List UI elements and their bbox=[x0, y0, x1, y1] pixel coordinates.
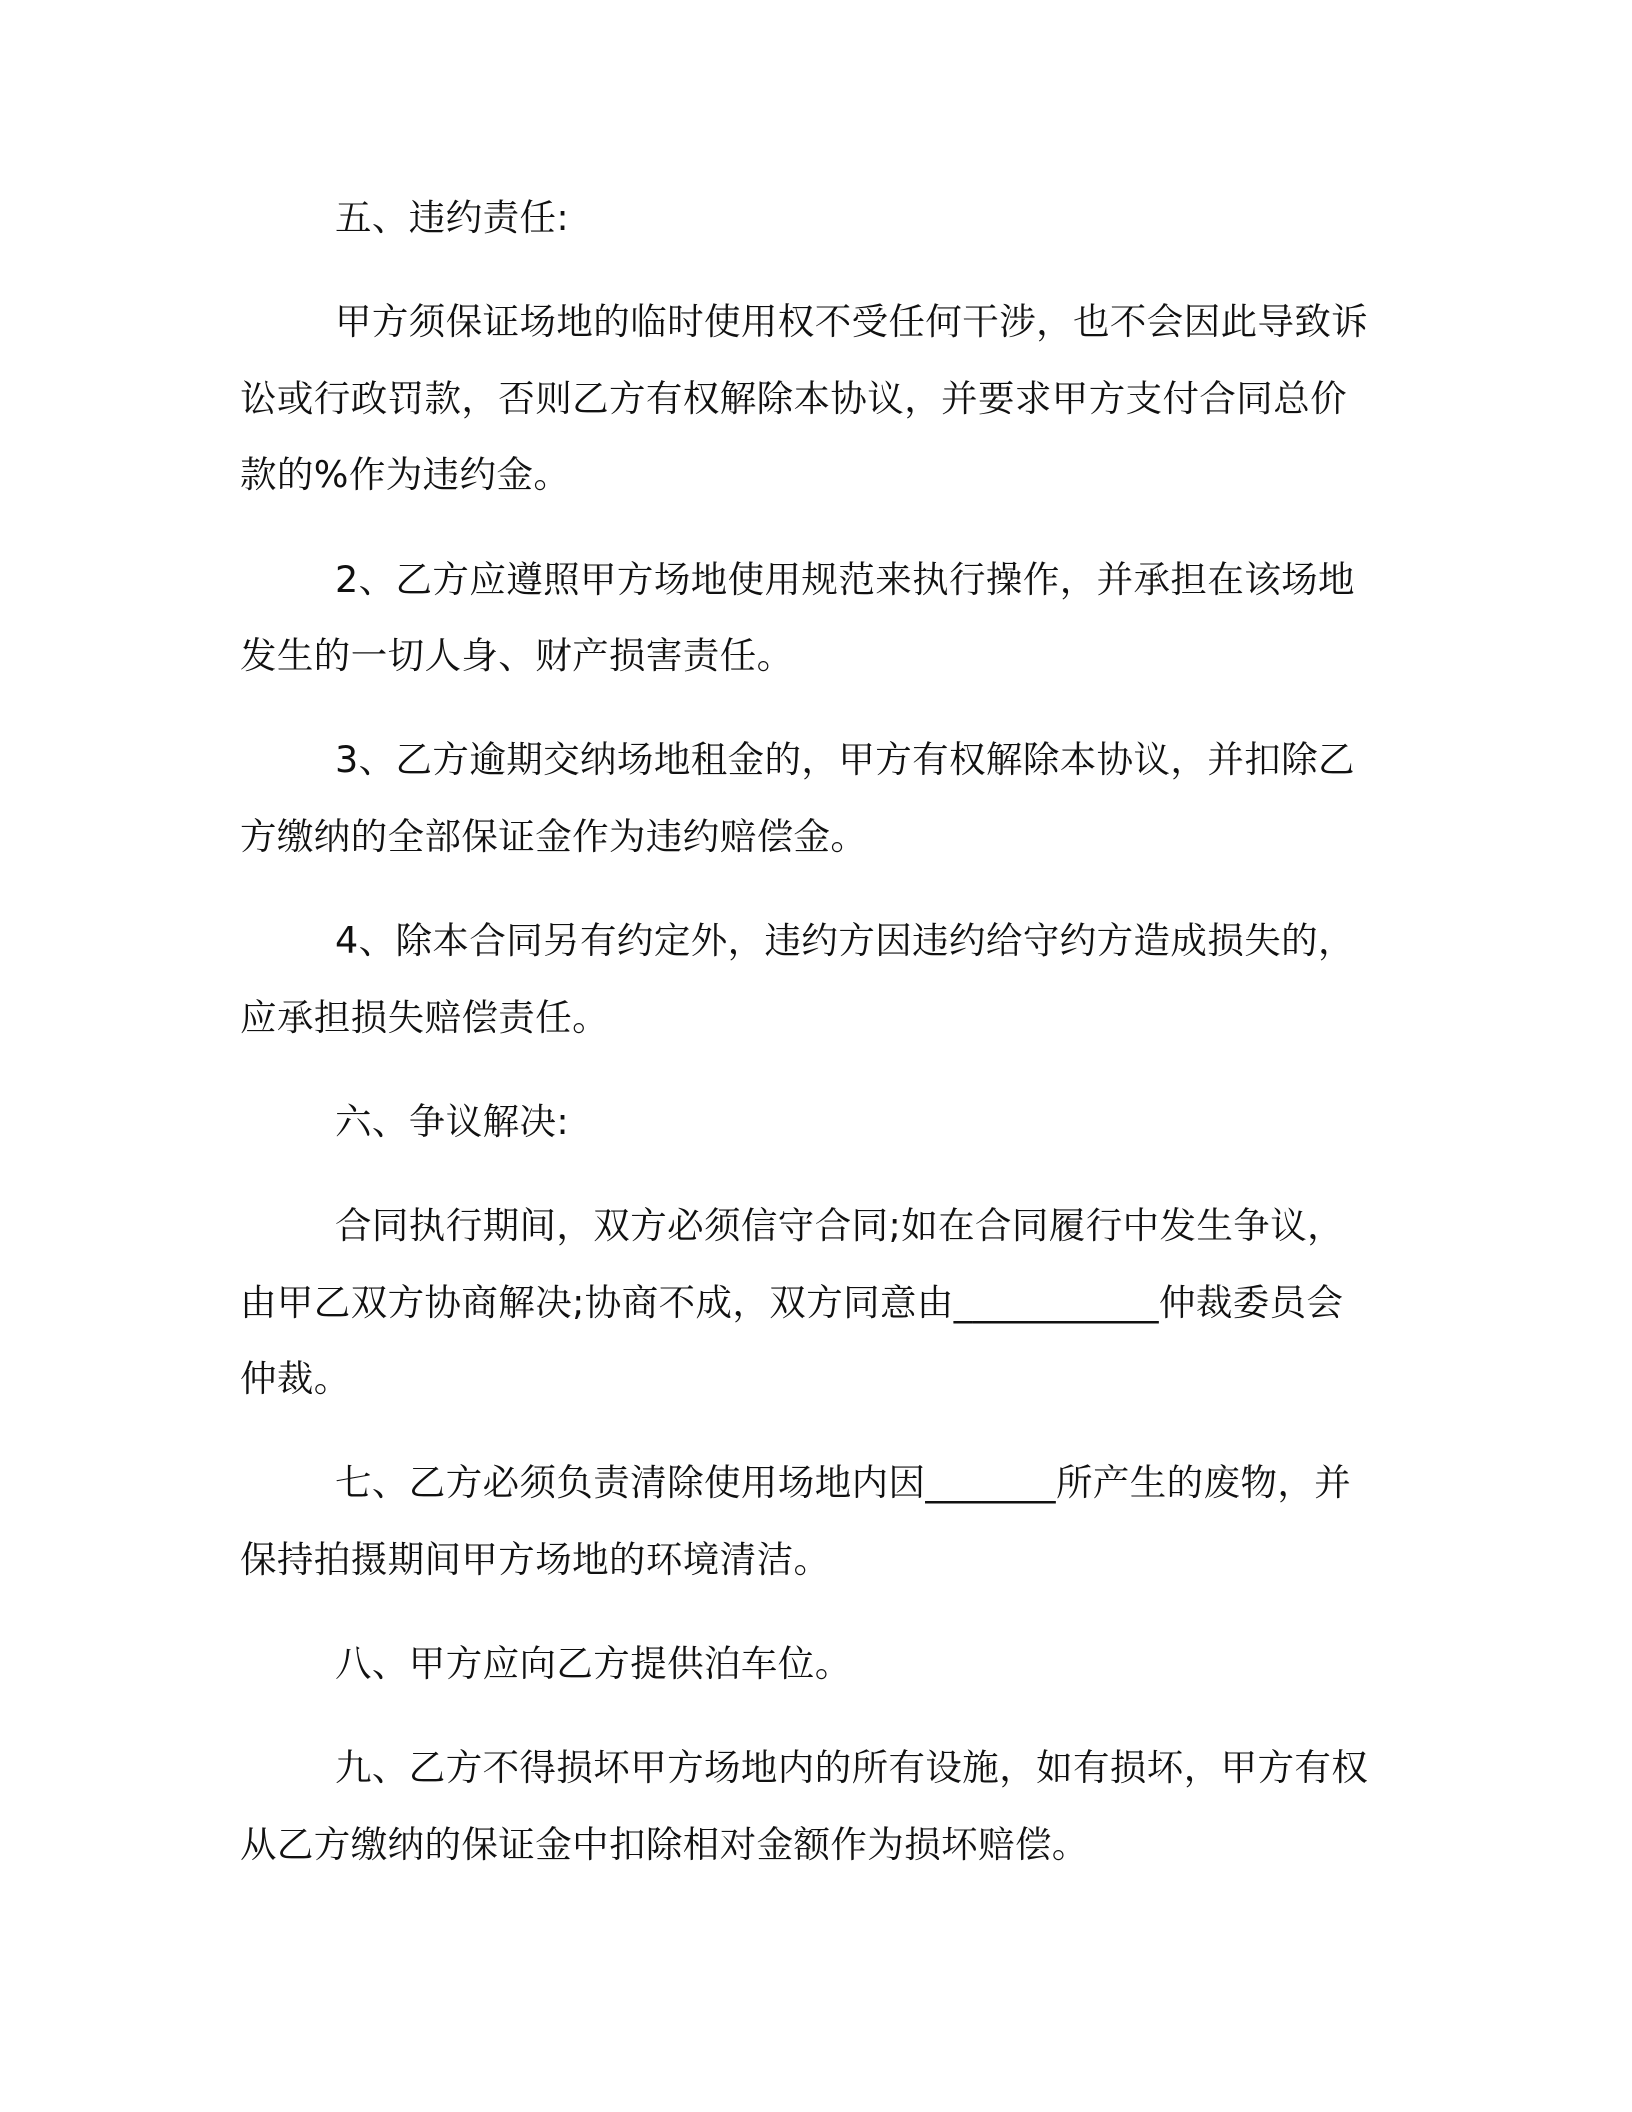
paragraph-line: 讼或行政罚款，否则乙方有权解除本协议，并要求甲方支付合同总价 bbox=[240, 377, 1347, 420]
clause-3-line: 3、乙方逾期交纳场地租金的，甲方有权解除本协议，并扣除乙 bbox=[335, 738, 1355, 781]
clause-4-line: 4、除本合同另有约定外，违约方因违约给守约方造成损失的， bbox=[335, 919, 1355, 962]
clause-4-line: 应承担损失赔偿责任。 bbox=[240, 996, 609, 1039]
paragraph-line: 合同执行期间，双方必须信守合同;如在合同履行中发生争议， bbox=[335, 1204, 1344, 1247]
paragraph-line: 甲方须保证场地的临时使用权不受任何干涉，也不会因此导致诉 bbox=[335, 300, 1369, 343]
paragraph-line: 仲裁。 bbox=[240, 1357, 351, 1400]
paragraph-line: 款的%作为违约金。 bbox=[240, 453, 571, 496]
clause-2-line: 发生的一切人身、财产损害责任。 bbox=[240, 634, 794, 677]
clause-7-line: 七、乙方必须负责清除使用场地内因_______所产生的废物，并 bbox=[335, 1461, 1352, 1504]
clause-7-line: 保持拍摄期间甲方场地的环境清洁。 bbox=[240, 1538, 831, 1581]
clause-3-line: 方缴纳的全部保证金作为违约赔偿金。 bbox=[240, 815, 868, 858]
section-heading-breach: 五、违约责任: bbox=[335, 196, 570, 239]
clause-9-line: 九、乙方不得损坏甲方场地内的所有设施，如有损坏，甲方有权 bbox=[335, 1746, 1369, 1789]
section-heading-dispute: 六、争议解决: bbox=[335, 1100, 570, 1143]
clause-8-line: 八、甲方应向乙方提供泊车位。 bbox=[335, 1642, 852, 1685]
clause-2-line: 2、乙方应遵照甲方场地使用规范来执行操作，并承担在该场地 bbox=[335, 558, 1355, 601]
clause-9-line: 从乙方缴纳的保证金中扣除相对金额作为损坏赔偿。 bbox=[240, 1823, 1089, 1866]
paragraph-line: 由甲乙双方协商解决;协商不成，双方同意由___________仲裁委员会 bbox=[240, 1281, 1344, 1324]
